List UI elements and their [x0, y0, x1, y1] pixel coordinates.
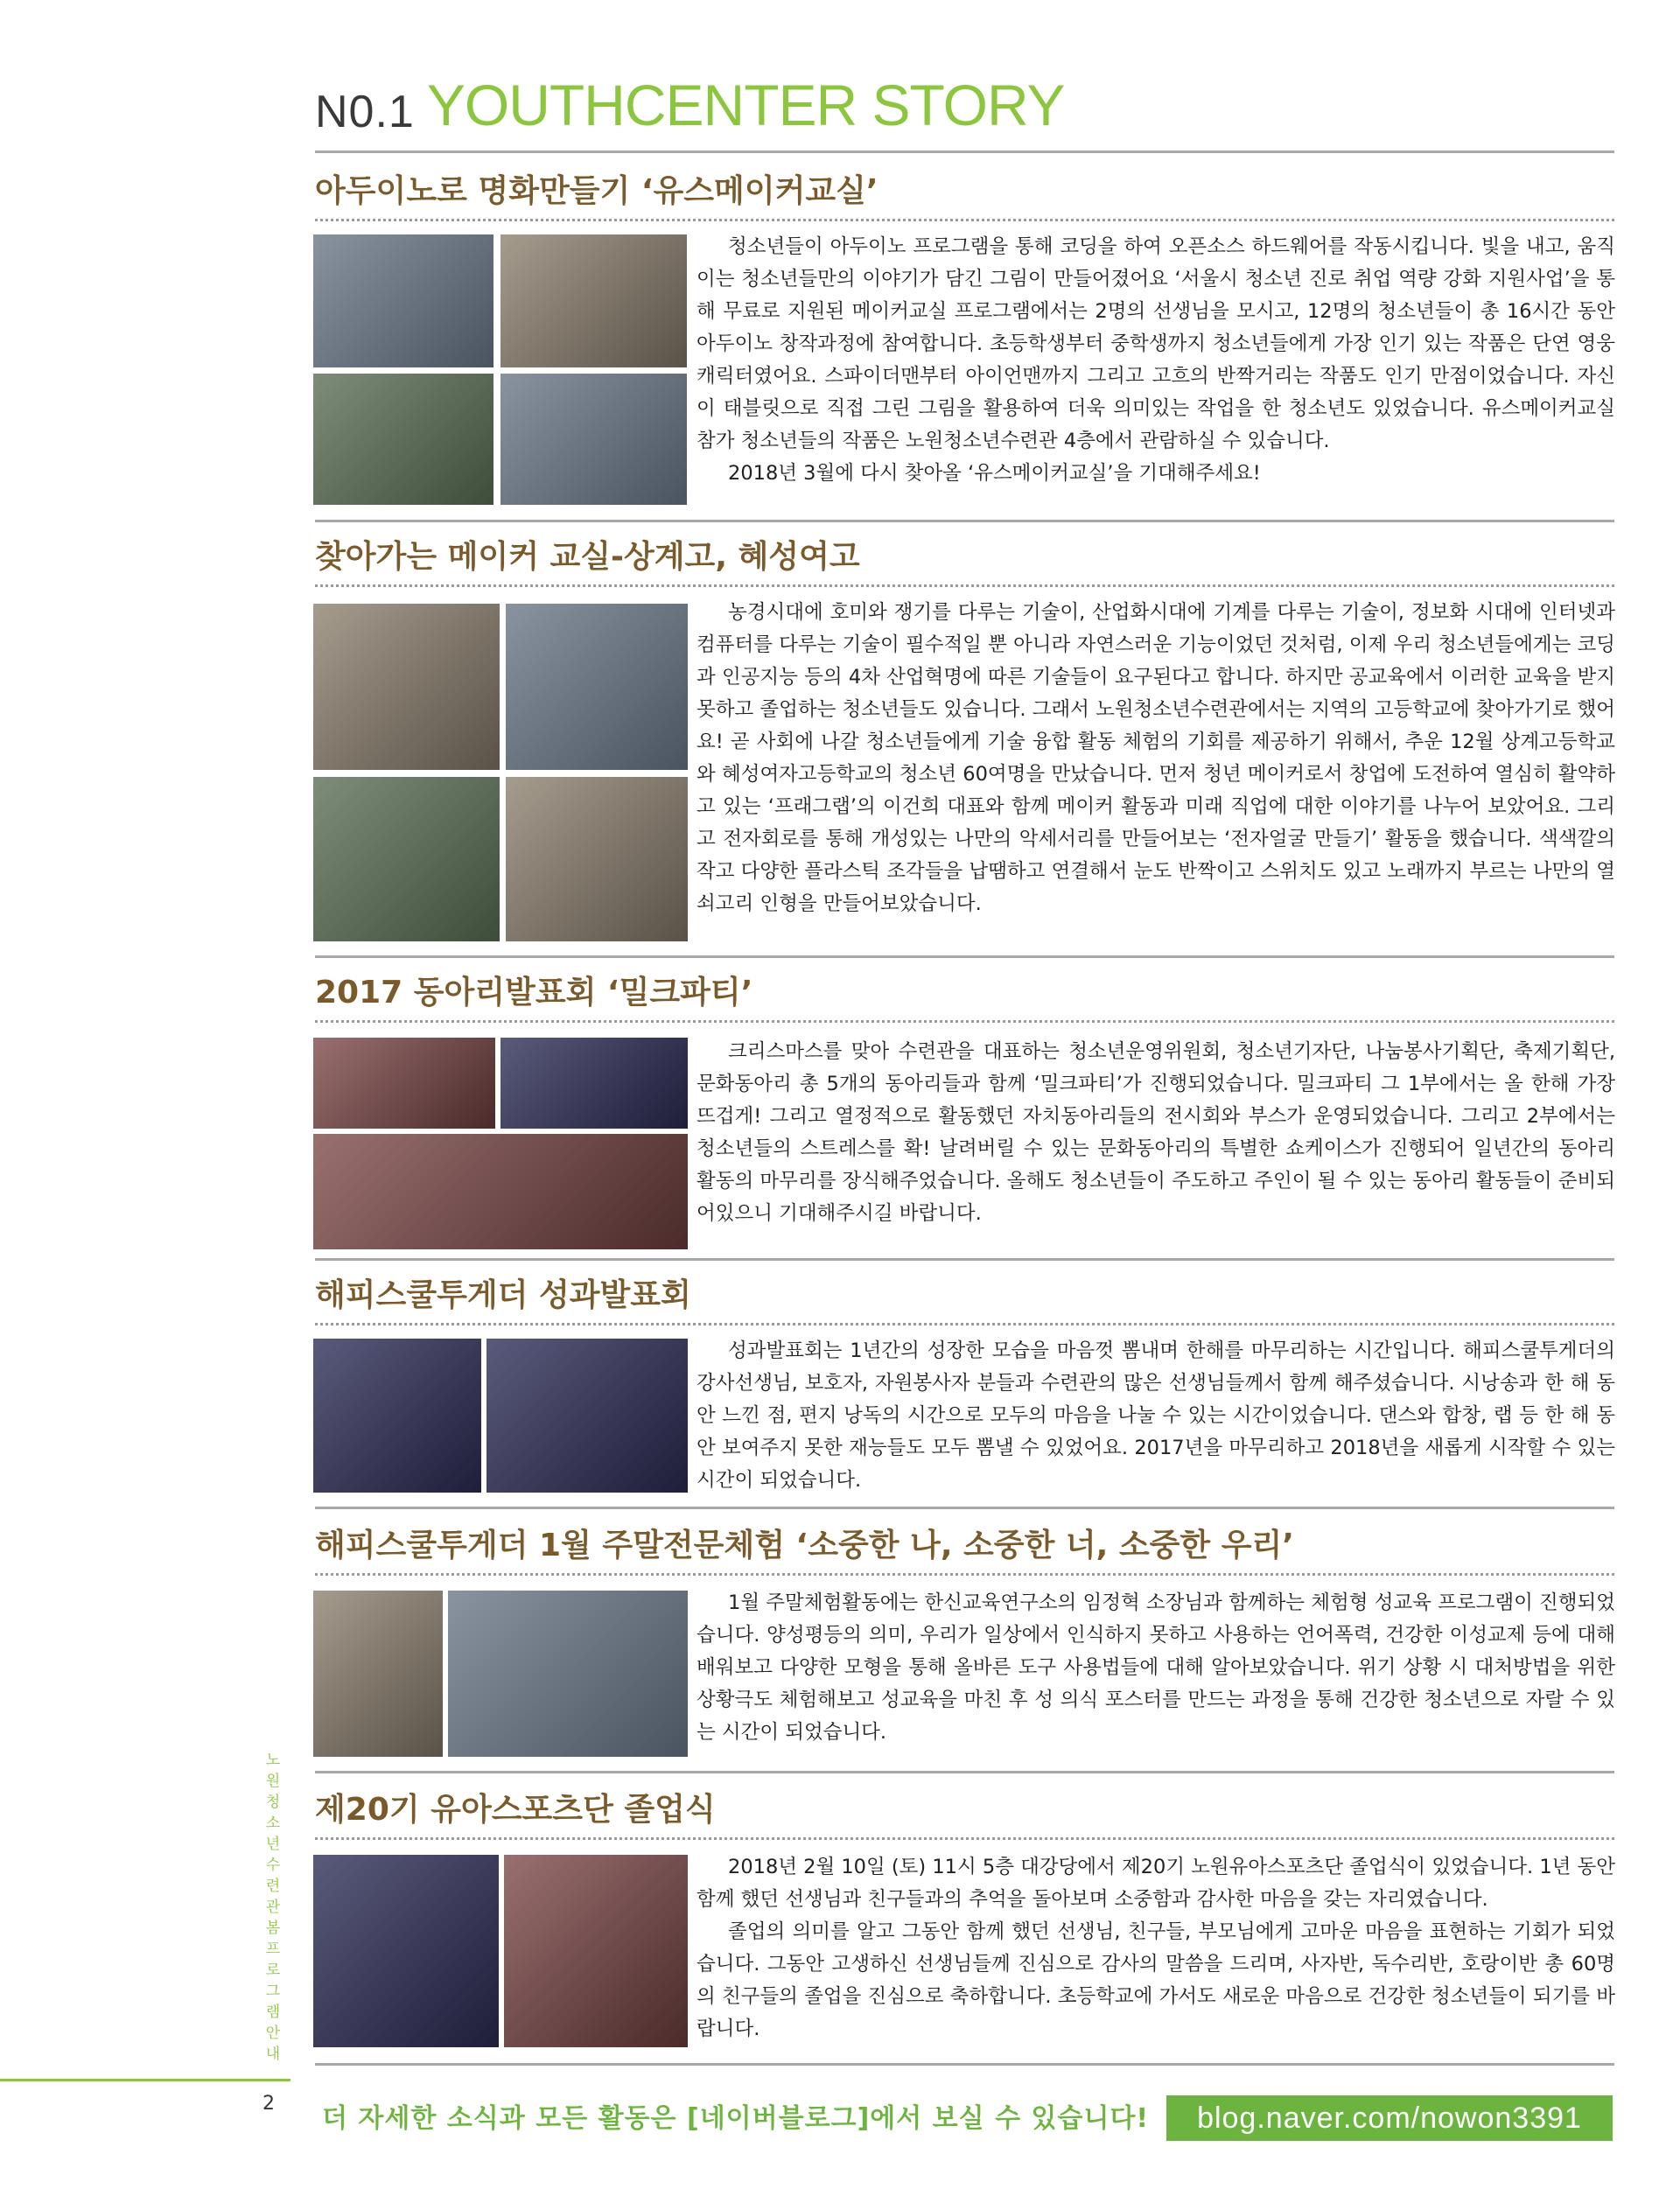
section-2-divider	[315, 584, 1614, 587]
section-2-photo-3	[313, 777, 500, 941]
section-3-photo-1	[313, 1038, 495, 1129]
section-5-paragraph-1: 1월 주말체험활동에는 한신교육연구소의 임정혁 소장님과 함께하는 체험형 성교육 프로그램이 진행되었습니다. 양성평등의 의미, 우리가 일상에서 인식하지 못하고 사용하는 언어폭력, 건강한 이성교제 등에 대해 배워보고 다양한 모형을 통해 올바른 도구 사용법들에 대해 알아보았습니다. 위기 상황 시 대처방법을 위한 상황극도 체험해보고 성교육을 마친 후 성 의식 포스터를 만드는 과정을 통해 건강한 청소년으로 자랄 수 있는 시간이 되었습니다.	[696, 1591, 1615, 1744]
section-4-divider	[315, 1323, 1614, 1325]
section-5-heading: 해피스쿨투게더 1월 주말전문체험 ‘소중한 나, 소중한 너, 소중한 우리’	[315, 1528, 1294, 1563]
section-5-photo-1	[313, 1591, 443, 1757]
masthead	[315, 68, 1065, 138]
section-1-photo-1	[313, 234, 494, 367]
bottom-rule	[315, 2063, 1614, 2066]
issue-number: N0.1	[315, 87, 415, 137]
section-4-rule	[315, 1507, 1614, 1509]
section-1-divider	[315, 219, 1614, 221]
section-1-paragraph-2: 2018년 3월에 다시 찾아올 ‘유스메이커교실’을 기대해주세요!	[728, 462, 1261, 485]
section-3-text	[696, 1036, 1615, 1230]
section-6-photo-2	[504, 1855, 688, 2047]
blog-url-link[interactable]: blog.naver.com/nowon3391	[1166, 2095, 1613, 2141]
section-1-paragraph-1: 청소년들이 아두이노 프로그램을 통해 코딩을 하여 오픈소스 하드웨어를 작동시킵니다. 빛을 내고, 움직이는 청소년들만의 이야기가 담긴 그림이 만들어졌어요 ‘서울시 청소년 진로 취업 역량 강화 지원사업’을 통해 무료로 지원된 메이커교실 프로그램에서는 2명의 선생님을 모시고, 12명의 청소년들이 총 16시간 동안 아두이노 창작과정에 참여합니다. 초등학생부터 중학생까지 청소년들에게 가장 인기 있는 작품은 단연 영웅 캐릭터였어요. 스파이더맨부터 아이언맨까지 그리고 고흐의 반짝거리는 작품도 인기 만점이었습니다. 자신이 태블릿으로 직접 그린 그림을 활용하여 더욱 의미있는 작업을 한 청소년도 있었습니다. 유스메이커교실 참가 청소년들의 작품은 노원청소년수련관 4층에서 관람하실 수 있습니다.	[696, 235, 1615, 452]
section-5-text	[696, 1587, 1615, 1749]
section-1-rule	[315, 520, 1614, 522]
section-6-text	[696, 1851, 1615, 2046]
section-4-photo-1	[313, 1339, 481, 1493]
section-2-paragraph-1: 농경시대에 호미와 쟁기를 다루는 기술이, 산업화시대에 기계를 다루는 기술이, 정보화 시대에 인터넷과 컴퓨터를 다루는 기술이 필수적일 뿐 아니라 자연스러운 기능이었던 것처럼, 이제 우리 청소년들에게는 코딩과 인공지능 등의 4차 산업혁명에 따른 기술들이 요구된다고 합니다. 하지만 공교육에서 이러한 교육을 받지 못하고 졸업하는 청소년들도 있습니다. 그래서 노원청소년수련관에서는 지역의 고등학교에 찾아가기로 했어요! 곧 사회에 나갈 청소년들에게 기술 융합 활동 체험의 기회를 제공하기 위해서, 추운 12월 상계고등학교와 혜성여자고등학교의 청소년 60여명을 만났습니다. 먼저 청년 메이커로서 창업에 도전하여 열심히 활약하고 있는 ‘프래그랩’의 이건희 대표와 함께 메이커 활동과 미래 직업에 대한 이야기를 나누어 보았어요. 그리고 전자회로를 통해 개성있는 나만의 악세서리를 만들어보는 ‘전자얼굴 만들기’ 활동을 했습니다. 색색깔의 작고 다양한 플라스틱 조각들을 납땜하고 연결해서 눈도 반짝이고 스위치도 있고 노래까지 부르는 나만의 열쇠고리 인형을 만들어보았습니다.	[696, 601, 1615, 915]
section-6-paragraph-2: 졸업의 의미를 알고 그동안 함께 했던 선생님, 친구들, 부모님에게 고마운 마음을 표현하는 기회가 되었습니다. 그동안 고생하신 선생님들께 진심으로 감사의 말씀을 드리며, 사자반, 독수리반, 호랑이반 총 60명의 친구들의 졸업을 진심으로 축하합니다. 초등학교에 가서도 새로운 마음으로 건강한 청소년들이 되기를 바랍니다.	[696, 1920, 1615, 2040]
sidebar-vertical-text: 노원청소년수련관 봄 프로그램 안내	[265, 1752, 281, 2063]
section-6-heading: 제20기 유아스포츠단 졸업식	[315, 1792, 716, 1828]
section-4-heading: 해피스쿨투게더 성과발표회	[315, 1277, 691, 1313]
section-1-photo-2	[500, 234, 687, 367]
section-5-rule	[315, 1771, 1614, 1773]
page-number: 2	[262, 2093, 275, 2115]
section-1-heading: 아두이노로 명화만들기 ‘유스메이커교실’	[315, 173, 878, 209]
section-1-photo-4	[500, 374, 687, 505]
footer-message: 더 자세한 소식과 모든 활동은 [네이버블로그]에서 보실 수 있습니다!	[322, 2103, 1150, 2134]
section-3-paragraph-1: 크리스마스를 맞아 수련관을 대표하는 청소년운영위원회, 청소년기자단, 나눔봉사기획단, 축제기획단, 문화동아리 총 5개의 동아리들과 함께 ‘밀크파티’가 진행되었습니다. 밀크파티 그 1부에서는 올 한해 가장 뜨겁게! 그리고 열정적으로 활동했던 자치동아리들의 전시회와 부스가 운영되었습니다. 그리고 2부에서는 청소년들의 스트레스를 확! 날려버릴 수 있는 문화동아리의 특별한 쇼케이스가 진행되어 일년간의 동아리 활동의 마무리를 장식해주었습니다. 올해도 청소년들이 주도하고 주인이 될 수 있는 동아리 활동들이 준비되어있으니 기대해주시길 바랍니다.	[696, 1040, 1615, 1225]
section-3-photo-3	[313, 1134, 688, 1249]
section-3-photo-2	[500, 1038, 688, 1129]
section-1-text	[696, 231, 1615, 490]
top-rule	[315, 150, 1614, 153]
section-4-paragraph-1: 성과발표회는 1년간의 성장한 모습을 마음껏 뽐내며 한해를 마무리하는 시간입니다. 해피스쿨투게더의 강사선생님, 보호자, 자원봉사자 분들과 수련관의 많은 선생님들께서 함께 해주셨습니다. 시낭송과 한 해 동안 느낀 점, 편지 낭독의 시간으로 모두의 마음을 나눌 수 있는 시간이었습니다. 댄스와 합창, 랩 등 한 해 동안 보여주지 못한 재능들도 모두 뽐낼 수 있었어요. 2017년을 마무리하고 2018년을 새롭게 시작할 수 있는 시간이 되었습니다.	[696, 1339, 1615, 1492]
section-3-rule	[315, 1258, 1614, 1261]
section-5-divider	[315, 1573, 1614, 1576]
section-2-heading: 찾아가는 메이커 교실-상계고, 혜성여고	[315, 539, 860, 575]
section-5-photo-2	[448, 1591, 688, 1757]
section-2-photo-1	[313, 604, 500, 770]
section-2-photo-2	[506, 604, 688, 770]
section-2-photo-4	[506, 777, 688, 941]
section-6-paragraph-1: 2018년 2월 10일 (토) 11시 5층 대강당에서 제20기 노원유아스포츠단 졸업식이 있었습니다. 1년 동안 함께 했던 선생님과 친구들과의 추억을 돌아보며 소중함과 감사한 마음을 갖는 자리였습니다.	[696, 1856, 1615, 1911]
masthead-title: YOUTHCENTER STORY	[426, 73, 1065, 137]
footer-green-line	[0, 2079, 290, 2081]
section-2-text	[696, 597, 1615, 920]
section-6-divider	[315, 1837, 1614, 1840]
section-6-photo-1	[313, 1855, 499, 2047]
section-4-text	[696, 1335, 1615, 1497]
section-4-photo-2	[486, 1339, 688, 1493]
section-1-photo-3	[313, 374, 494, 505]
section-3-heading: 2017 동아리발표회 ‘밀크파티’	[315, 975, 753, 1011]
section-3-divider	[315, 1020, 1614, 1023]
section-2-rule	[315, 955, 1614, 958]
